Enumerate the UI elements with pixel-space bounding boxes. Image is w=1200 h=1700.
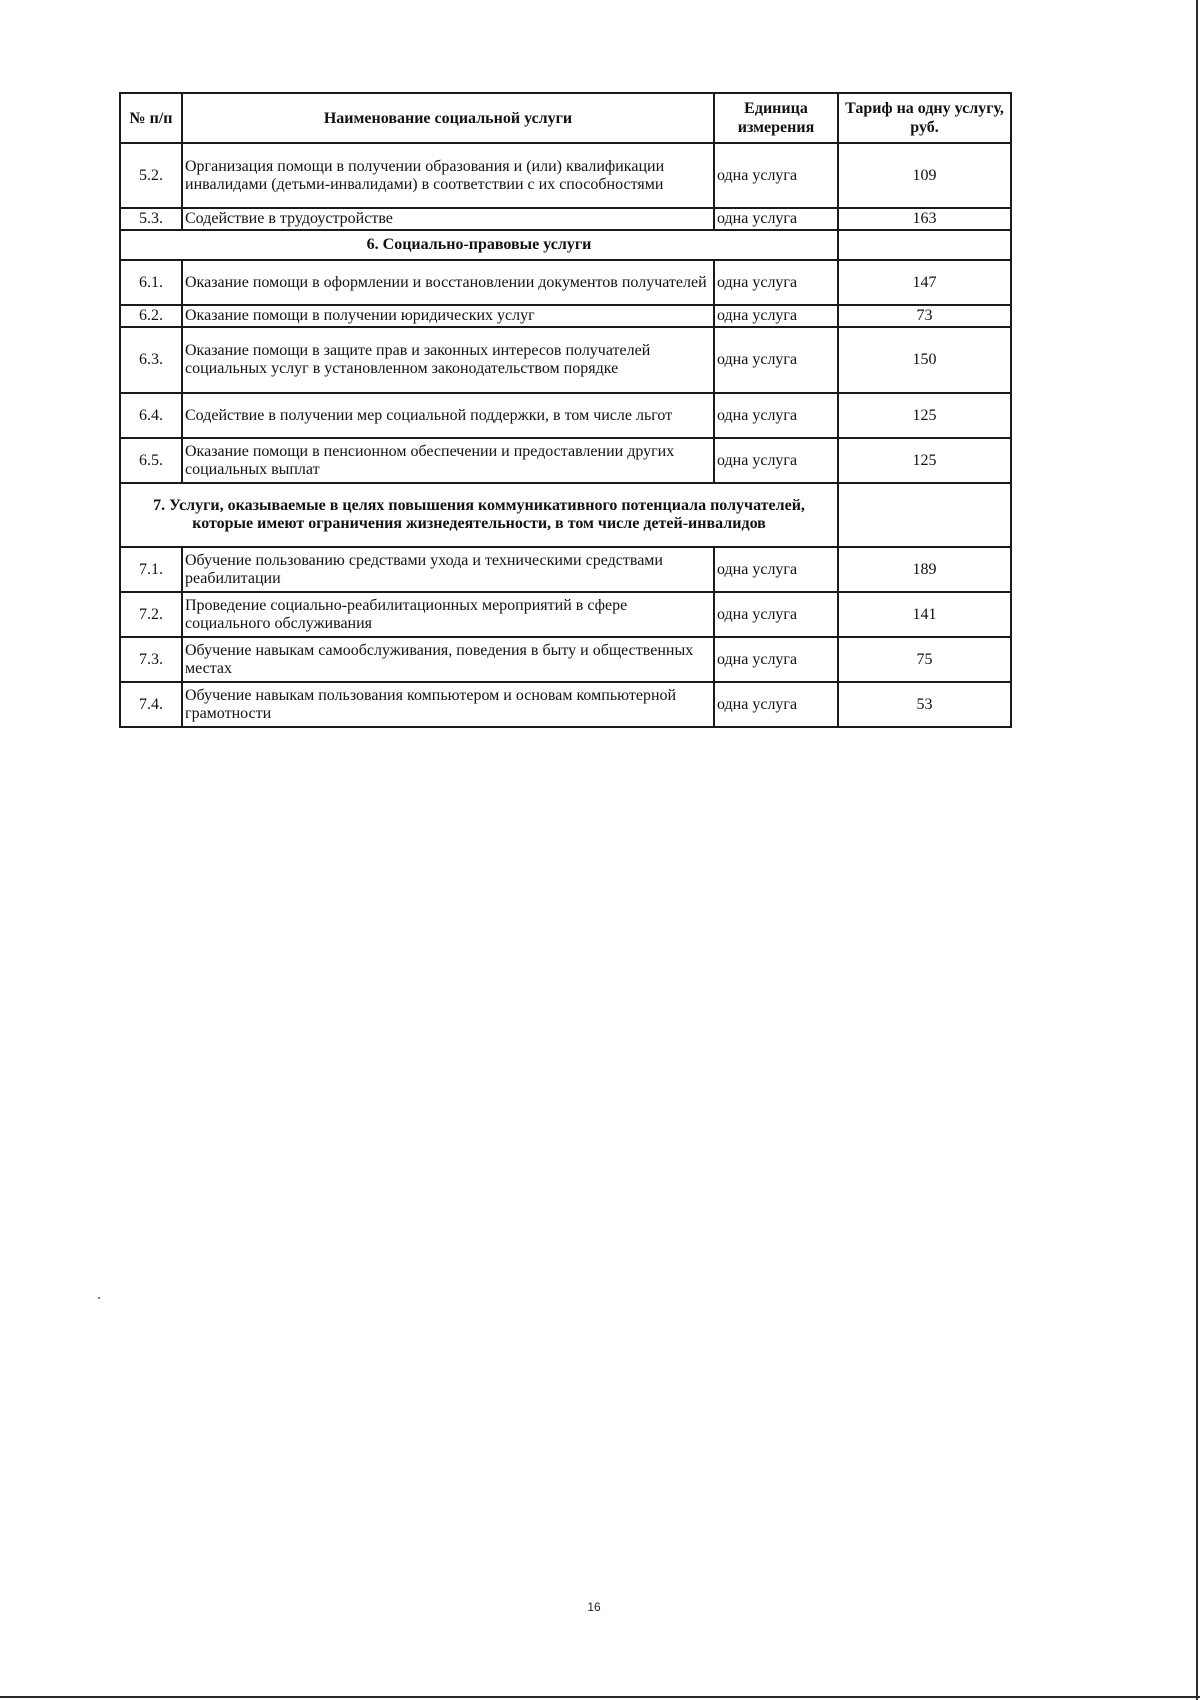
page-edge-right xyxy=(1196,0,1198,1700)
row-unit: одна услуга xyxy=(714,592,838,637)
row-name: Оказание помощи в защите прав и законных интересов получателей социальных услуг в установленном законодательством порядке xyxy=(182,327,714,393)
section-row xyxy=(120,230,1011,260)
row-tariff: 141 xyxy=(838,592,1011,637)
row-tariff: 125 xyxy=(838,438,1011,483)
row-unit: одна услуга xyxy=(714,393,838,438)
table-row xyxy=(120,637,1011,682)
row-name: Содействие в трудоустройстве xyxy=(182,208,714,230)
row-tariff: 163 xyxy=(838,208,1011,230)
row-num: 6.4. xyxy=(120,393,182,438)
row-name: Оказание помощи в получении юридических услуг xyxy=(182,305,714,327)
row-num: 5.3. xyxy=(120,208,182,230)
table-row xyxy=(120,143,1011,208)
table-row xyxy=(120,208,1011,230)
row-unit: одна услуга xyxy=(714,327,838,393)
row-name: Проведение социально-реабилитационных мероприятий в сфере социального обслуживания xyxy=(182,592,714,637)
row-num: 7.1. xyxy=(120,547,182,592)
row-tariff: 75 xyxy=(838,637,1011,682)
row-unit: одна услуга xyxy=(714,637,838,682)
header-name: Наименование социальной услуги xyxy=(182,93,714,143)
row-name: Организация помощи в получении образования и (или) квалификации инвалидами (детьми-инвалидами) в соответствии с их способностями xyxy=(182,143,714,208)
table-row xyxy=(120,327,1011,393)
row-num: 5.2. xyxy=(120,143,182,208)
row-num: 6.1. xyxy=(120,260,182,305)
row-tariff: 189 xyxy=(838,547,1011,592)
section-empty-cell xyxy=(838,230,1011,260)
table-row xyxy=(120,260,1011,305)
row-unit: одна услуга xyxy=(714,305,838,327)
header-tariff: Тариф на одну услугу, руб. xyxy=(838,93,1011,143)
page-edge-bottom xyxy=(0,1696,1200,1698)
row-name: Содействие в получении мер социальной поддержки, в том числе льгот xyxy=(182,393,714,438)
header-num: № п/п xyxy=(120,93,182,143)
table-row xyxy=(120,547,1011,592)
row-unit: одна услуга xyxy=(714,260,838,305)
table-row xyxy=(120,682,1011,727)
row-unit: одна услуга xyxy=(714,208,838,230)
row-tariff: 125 xyxy=(838,393,1011,438)
row-num: 7.2. xyxy=(120,592,182,637)
section-row xyxy=(120,483,1011,547)
section-heading: 6. Социально-правовые услуги xyxy=(120,230,838,260)
row-num: 6.5. xyxy=(120,438,182,483)
table-row xyxy=(120,305,1011,327)
page-number: 16 xyxy=(587,1600,601,1614)
row-name: Обучение пользованию средствами ухода и техническими средствами реабилитации xyxy=(182,547,714,592)
row-name: Обучение навыкам пользования компьютером и основам компьютерной грамотности xyxy=(182,682,714,727)
row-name: Оказание помощи в оформлении и восстановлении документов получателей xyxy=(182,260,714,305)
row-name: Обучение навыкам самообслуживания, поведения в быту и общественных местах xyxy=(182,637,714,682)
row-unit: одна услуга xyxy=(714,143,838,208)
row-num: 6.2. xyxy=(120,305,182,327)
row-num: 7.3. xyxy=(120,637,182,682)
row-num: 7.4. xyxy=(120,682,182,727)
row-num: 6.3. xyxy=(120,327,182,393)
table-row xyxy=(120,592,1011,637)
row-tariff: 73 xyxy=(838,305,1011,327)
row-unit: одна услуга xyxy=(714,438,838,483)
row-name: Оказание помощи в пенсионном обеспечении и предоставлении других социальных выплат xyxy=(182,438,714,483)
section-empty-cell xyxy=(838,483,1011,547)
header-unit: Единица измерения xyxy=(714,93,838,143)
row-tariff: 53 xyxy=(838,682,1011,727)
row-unit: одна услуга xyxy=(714,547,838,592)
section-heading: 7. Услуги, оказываемые в целях повышения коммуникативного потенциала получателей, которые имеют ограничения жизнедеятельности, в том числе детей-инвалидов xyxy=(120,483,838,547)
table-row xyxy=(120,438,1011,483)
row-tariff: 147 xyxy=(838,260,1011,305)
tariff-table xyxy=(119,92,1012,728)
table-header-row xyxy=(120,93,1011,143)
table-row xyxy=(120,393,1011,438)
scan-speck xyxy=(98,1297,100,1299)
row-tariff: 150 xyxy=(838,327,1011,393)
row-unit: одна услуга xyxy=(714,682,838,727)
row-tariff: 109 xyxy=(838,143,1011,208)
